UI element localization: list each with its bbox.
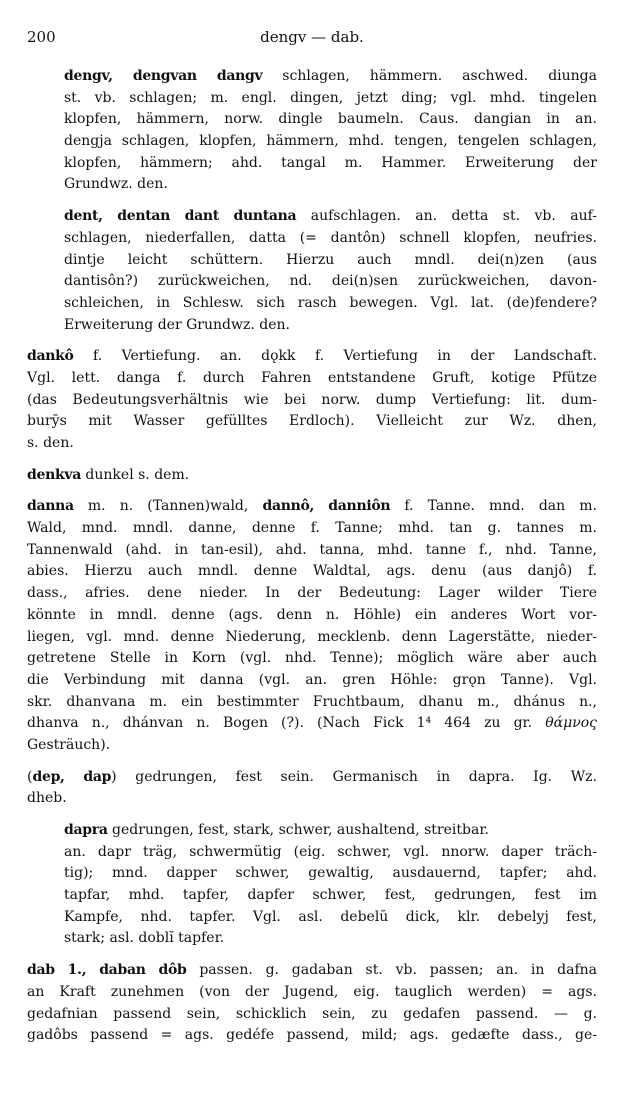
- entry-line: [27, 465, 597, 487]
- dictionary-entry: [64, 206, 597, 336]
- entry-line: [64, 928, 597, 950]
- running-head: dengv — dab.: [260, 28, 364, 46]
- entry-text: an. dapr träg, schwermütig (eig. schwer, vgl. nnorw. daper träch-: [64, 843, 597, 860]
- dictionary-entry: [27, 767, 597, 810]
- headword: dapra: [64, 822, 108, 838]
- entry-line: [64, 228, 597, 250]
- entry-text: liegen, vgl. mnd. denne Niederung, mecklenb. denn Lagerstätte, nieder-: [27, 628, 597, 645]
- entry-line: [64, 206, 597, 228]
- entry-text: st. vb. schlagen; m. engl. dingen, jetzt ding; vgl. mhd. tingelen: [64, 89, 597, 106]
- entry-line: [27, 605, 597, 627]
- headword: dep, dap: [32, 768, 112, 785]
- entry-text: an Kraft zunehmen (von der Jugend, eig. tauglich werden) = ags.: [27, 983, 597, 1000]
- entry-line: [27, 433, 597, 455]
- entry-text: tapfar, mhd. tapfer, dapfer schwer, fest, gedrungen, fest im: [64, 887, 597, 904]
- entry-line: [27, 788, 597, 810]
- entry-line: [64, 88, 597, 110]
- dictionary-entry: [27, 960, 597, 1047]
- entry-line: [27, 960, 597, 982]
- headword: dankô: [27, 348, 74, 365]
- entry-text: burȳs mit Wasser gefülltes Erdloch). Vielleicht zur Wz. dhen,: [27, 413, 597, 430]
- entry-line: [64, 153, 597, 175]
- entry-line: [27, 390, 597, 412]
- dictionary-entry: [64, 820, 597, 950]
- entry-text: klopfen, hämmern; ahd. tangal m. Hammer. Erweiterung der: [64, 154, 597, 171]
- entry-text: gedrungen, fest, stark, schwer, aushaltend, streitbar.: [107, 822, 489, 838]
- entry-text: θάμνος: [545, 715, 597, 732]
- entry-line: [27, 518, 597, 540]
- headword: danna: [27, 498, 74, 515]
- entry-text: die Verbindung mit danna (vgl. an. gren Höhle: grǫn Tanne). Vgl.: [27, 671, 597, 688]
- entry-text: aufschlagen. an. detta st. vb. auf-: [296, 208, 597, 225]
- entry-text: dintje leicht schüttern. Hierzu auch mndl. dei(n)zen (aus: [64, 251, 597, 268]
- entry-text: Vgl. lett. danga f. durch Fahren entstandene Gruft, kotige Pfütze: [27, 369, 597, 386]
- entry-line: [27, 982, 597, 1004]
- headword: dent, dentan dant duntana: [64, 208, 297, 225]
- headword: dengv, dengvan dangv: [64, 68, 263, 84]
- entry-text: dheb.: [27, 790, 67, 807]
- entry-text: s. den.: [27, 435, 74, 451]
- entry-line: [64, 293, 597, 315]
- entry-text: (: [27, 768, 33, 785]
- entry-line: [27, 561, 597, 583]
- entry-text: f. Vertiefung. an. dǫkk f. Vertiefung in der Landschaft.: [73, 348, 597, 365]
- entry-line: [27, 496, 597, 518]
- entry-line: [27, 627, 597, 649]
- entry-line: [64, 885, 597, 907]
- entry-text: gadôbs passend = ags. gedéfe passend, mild; ags. gedæfte dass., ge-: [27, 1027, 597, 1044]
- headword: dannô, danniôn: [262, 498, 391, 515]
- page-number: 200: [27, 28, 56, 46]
- entry-line: [27, 540, 597, 562]
- entry-text: dengja schlagen, klopfen, hämmern, mhd. tengen, tengelen schlagen,: [64, 133, 597, 150]
- entry-line: [64, 66, 597, 88]
- entry-text: Tannenwald (ahd. in tan-esil), ahd. tanna, mhd. tanne f., nhd. Tanne,: [27, 541, 597, 558]
- entry-line: [64, 250, 597, 272]
- entry-line: [27, 368, 597, 390]
- entry-text: dass., afries. dene nieder. In der Bedeutung: Lager wilder Tiere: [27, 585, 597, 602]
- entry-text: ) gedrungen, fest sein. Germanisch in dapra. Ig. Wz.: [111, 768, 597, 785]
- entry-text: dhanva n., dhánvan n. Bogen (?). (Nach Fick 1⁴ 464 zu gr.: [27, 715, 546, 732]
- entry-line: [64, 109, 597, 131]
- entry-text: dunkel s. dem.: [80, 466, 190, 483]
- entry-text: m. n. (Tannen)wald,: [73, 498, 263, 515]
- dictionary-entry: [27, 465, 597, 487]
- entry-line: [27, 670, 597, 692]
- entry-line: [64, 863, 597, 885]
- entry-text: abies. Hierzu auch mndl. denne Waldtal, ags. denu (aus danjô) f.: [27, 563, 597, 580]
- page-header: [27, 28, 597, 50]
- entry-text: Wald, mnd. mndl. danne, denne f. Tanne; mhd. tan g. tannes m.: [27, 520, 597, 537]
- entry-text: gedafnian passend sein, schicklich sein, zu gedafen passend. — g.: [27, 1005, 597, 1022]
- entry-text: Gesträuch).: [27, 736, 111, 753]
- headword: dab 1., daban dôb: [27, 962, 187, 979]
- entry-text: schleichen, in Schlesw. sich rasch bewegen. Vgl. lat. (de)fendere?: [64, 294, 597, 311]
- entry-line: [27, 1025, 597, 1047]
- entry-text: getretene Stelle in Korn (vgl. nhd. Tenne); möglich wäre aber auch: [27, 650, 597, 667]
- entry-text: könnte in mndl. denne (ags. denn n. Höhle) ein anderes Wort vor-: [27, 606, 597, 623]
- entry-line: [27, 346, 597, 368]
- dictionary-entry: [27, 346, 597, 454]
- entry-line: [64, 820, 597, 842]
- entry-line: [64, 315, 597, 337]
- entry-line: [27, 648, 597, 670]
- entry-text: dantisôn?) zurückweichen, nd. dei(n)sen zurückweichen, davon-: [64, 273, 597, 290]
- entry-text: tig); mnd. dapper schwer, gewaltig, ausdauernd, tapfer; ahd.: [64, 865, 597, 882]
- entry-text: schlagen, niederfallen, datta (= dantôn) schnell klopfen, neufries.: [64, 229, 597, 246]
- entry-line: [27, 692, 597, 714]
- entry-line: [27, 1004, 597, 1026]
- entry-text: stark; asl. doblĭ tapfer.: [64, 930, 225, 947]
- entry-line: [64, 174, 597, 196]
- entry-text: schlagen, hämmern. aschwed. diunga: [262, 68, 597, 84]
- dictionary-body: [27, 66, 597, 1057]
- entry-line: [64, 131, 597, 153]
- entry-text: skr. dhanvana m. ein bestimmter Fruchtbaum, dhanu m., dhánus n.,: [27, 693, 597, 710]
- headword: denkva: [27, 466, 81, 483]
- entry-text: passen. g. gadaban st. vb. passen; an. in dafna: [186, 962, 597, 979]
- entry-line: [64, 907, 597, 929]
- entry-line: [27, 713, 597, 735]
- entry-line: [27, 411, 597, 433]
- entry-text: Grundwz. den.: [64, 176, 168, 193]
- entry-line: [64, 842, 597, 864]
- dictionary-entry: [64, 66, 597, 196]
- entry-text: klopfen, hämmern, norw. dingle baumeln. Caus. dangian in an.: [64, 111, 597, 128]
- entry-line: [64, 271, 597, 293]
- entry-text: (das Bedeutungsverhältnis wie bei norw. dump Vertiefung: lit. dum-: [27, 391, 597, 408]
- entry-line: [27, 767, 597, 789]
- entry-text: Erweiterung der Grundwz. den.: [64, 316, 290, 333]
- entry-text: f. Tanne. mnd. dan m.: [390, 498, 597, 515]
- dictionary-entry: [27, 496, 597, 756]
- entry-line: [27, 735, 597, 757]
- entry-text: Kampfe, nhd. tapfer. Vgl. asl. debelŭ dick, klr. debelyj fest,: [64, 908, 597, 925]
- entry-line: [27, 583, 597, 605]
